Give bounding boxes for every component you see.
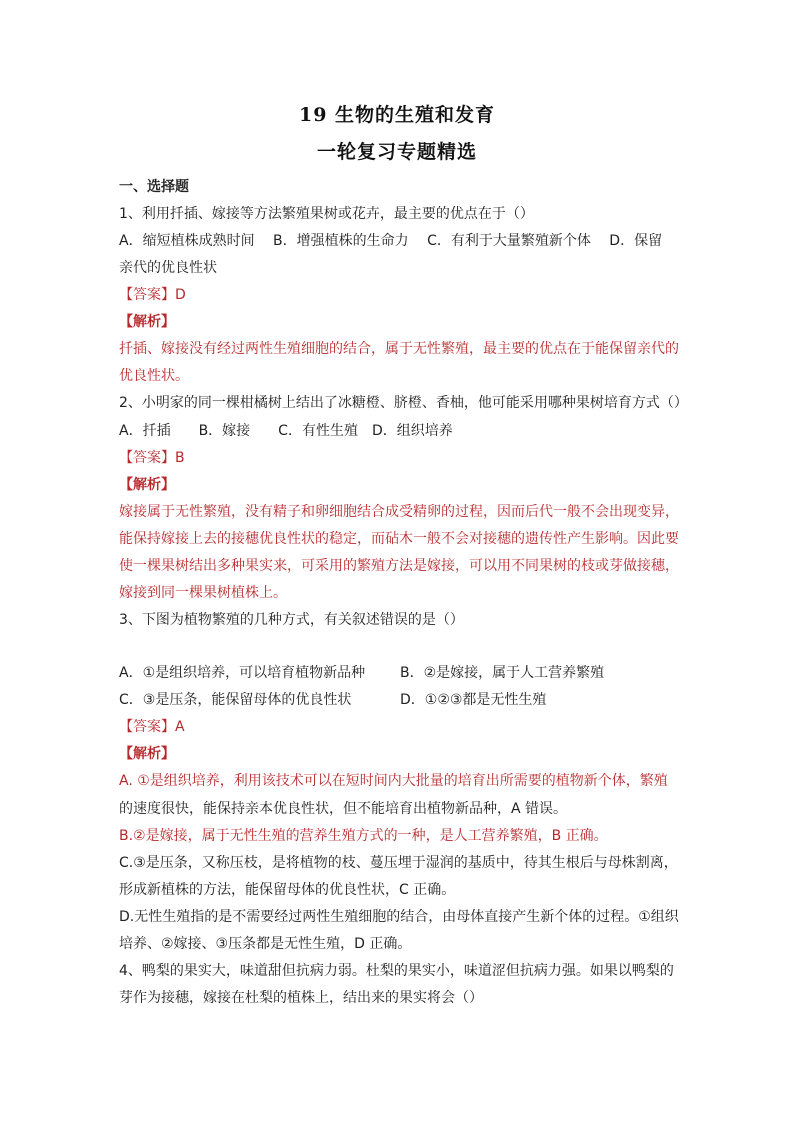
q3-analysis-label: 【解析】 [119, 746, 175, 762]
page-subtitle: 一轮复习专题精选 [316, 141, 477, 163]
q3-option-b: B．②是嫁接，属于人工营养繁殖 [400, 665, 605, 681]
q1-analysis-label: 【解析】 [119, 314, 175, 330]
q3-option-c: C．③是压条，能保留母体的优良性状 [119, 692, 352, 708]
q3-analysis-d: D.无性生殖指的是不需要经过两性生殖细胞的结合，由母体直接产生新个体的过程。①组织 [119, 909, 679, 925]
q2-answer: 【答案】B [119, 450, 185, 466]
q2-analysis-label: 【解析】 [119, 477, 175, 493]
q3-analysis-d-cont: 培养、②嫁接、③压条都是无性生殖，D 正确。 [119, 936, 412, 952]
q3-analysis-a: A. ①是组织培养，利用该技术可以在短时间内大批量的培育出所需要的植物新个体，繁殖 [119, 773, 668, 789]
q2-analysis: 嫁接属于无性繁殖，没有精子和卵细胞结合成受精卵的过程，因而后代一般不会出现变异， [119, 504, 679, 520]
q2-options: A．扦插 B．嫁接 C．有性生殖 D．组织培养 [119, 423, 453, 439]
q2-stem: 2、小明家的同一棵柑橘树上结出了冰糖橙、脐橙、香柚，他可能采用哪种果树培育方式（） [119, 395, 688, 411]
q3-analysis-b: B.②是嫁接，属于无性生殖的营养生殖方式的一种，是人工营养繁殖，B 正确。 [119, 828, 608, 844]
q2-analysis-cont1: 能保持嫁接上去的接穗优良性状的稳定，而砧木一般不会对接穗的遗传性产生影响。因此要 [119, 531, 679, 547]
q3-option-a: A．①是组织培养，可以培育植物新品种 [119, 665, 366, 681]
q3-analysis-c-cont: 形成新植株的方法，能保留母体的优良性状，C 正确。 [119, 882, 456, 898]
q1-options: A．缩短植株成熟时间 B．增强植株的生命力 C．有利于大量繁殖新个体 D．保留 [119, 233, 663, 249]
page-title: 19 生物的生殖和发育 [298, 104, 496, 126]
q1-options-cont: 亲代的优良性状 [119, 260, 217, 276]
q4-stem-cont: 芽作为接穗，嫁接在杜梨的植株上，结出来的果实将会（） [119, 990, 483, 1006]
q3-analysis-c: C.③是压条，又称压枝，是将植物的枝、蔓压埋于湿润的基质中，待其生根后与母株割离， [119, 855, 678, 871]
section-heading: 一、选择题 [119, 179, 189, 195]
q1-answer: 【答案】D [119, 287, 186, 303]
q4-stem: 4、鸭梨的果实大，味道甜但抗病力弱。杜梨的果实小，味道涩但抗病力强。如果以鸭梨的 [119, 963, 674, 979]
q3-option-d: D．①②③都是无性生殖 [400, 692, 547, 708]
q3-answer: 【答案】A [119, 719, 185, 735]
q1-analysis: 扦插、嫁接没有经过两性生殖细胞的结合，属于无性繁殖，最主要的优点在于能保留亲代的 [119, 341, 679, 357]
q2-analysis-cont2: 使一棵果树结出多种果实来，可采用的繁殖方法是嫁接，可以用不同果树的枝或芽做接穗， [119, 558, 679, 574]
q3-stem: 3、下图为植物繁殖的几种方式，有关叙述错误的是（） [119, 612, 464, 628]
q3-analysis-a-cont: 的速度很快，能保持亲本优良性状，但不能培育出植物新品种，A 错误。 [119, 801, 568, 817]
q2-analysis-cont3: 嫁接到同一棵果树植株上。 [119, 585, 287, 601]
q1-stem: 1、利用扦插、嫁接等方法繁殖果树或花卉，最主要的优点在于（） [119, 206, 534, 222]
q1-analysis-cont: 优良性状。 [119, 368, 189, 384]
